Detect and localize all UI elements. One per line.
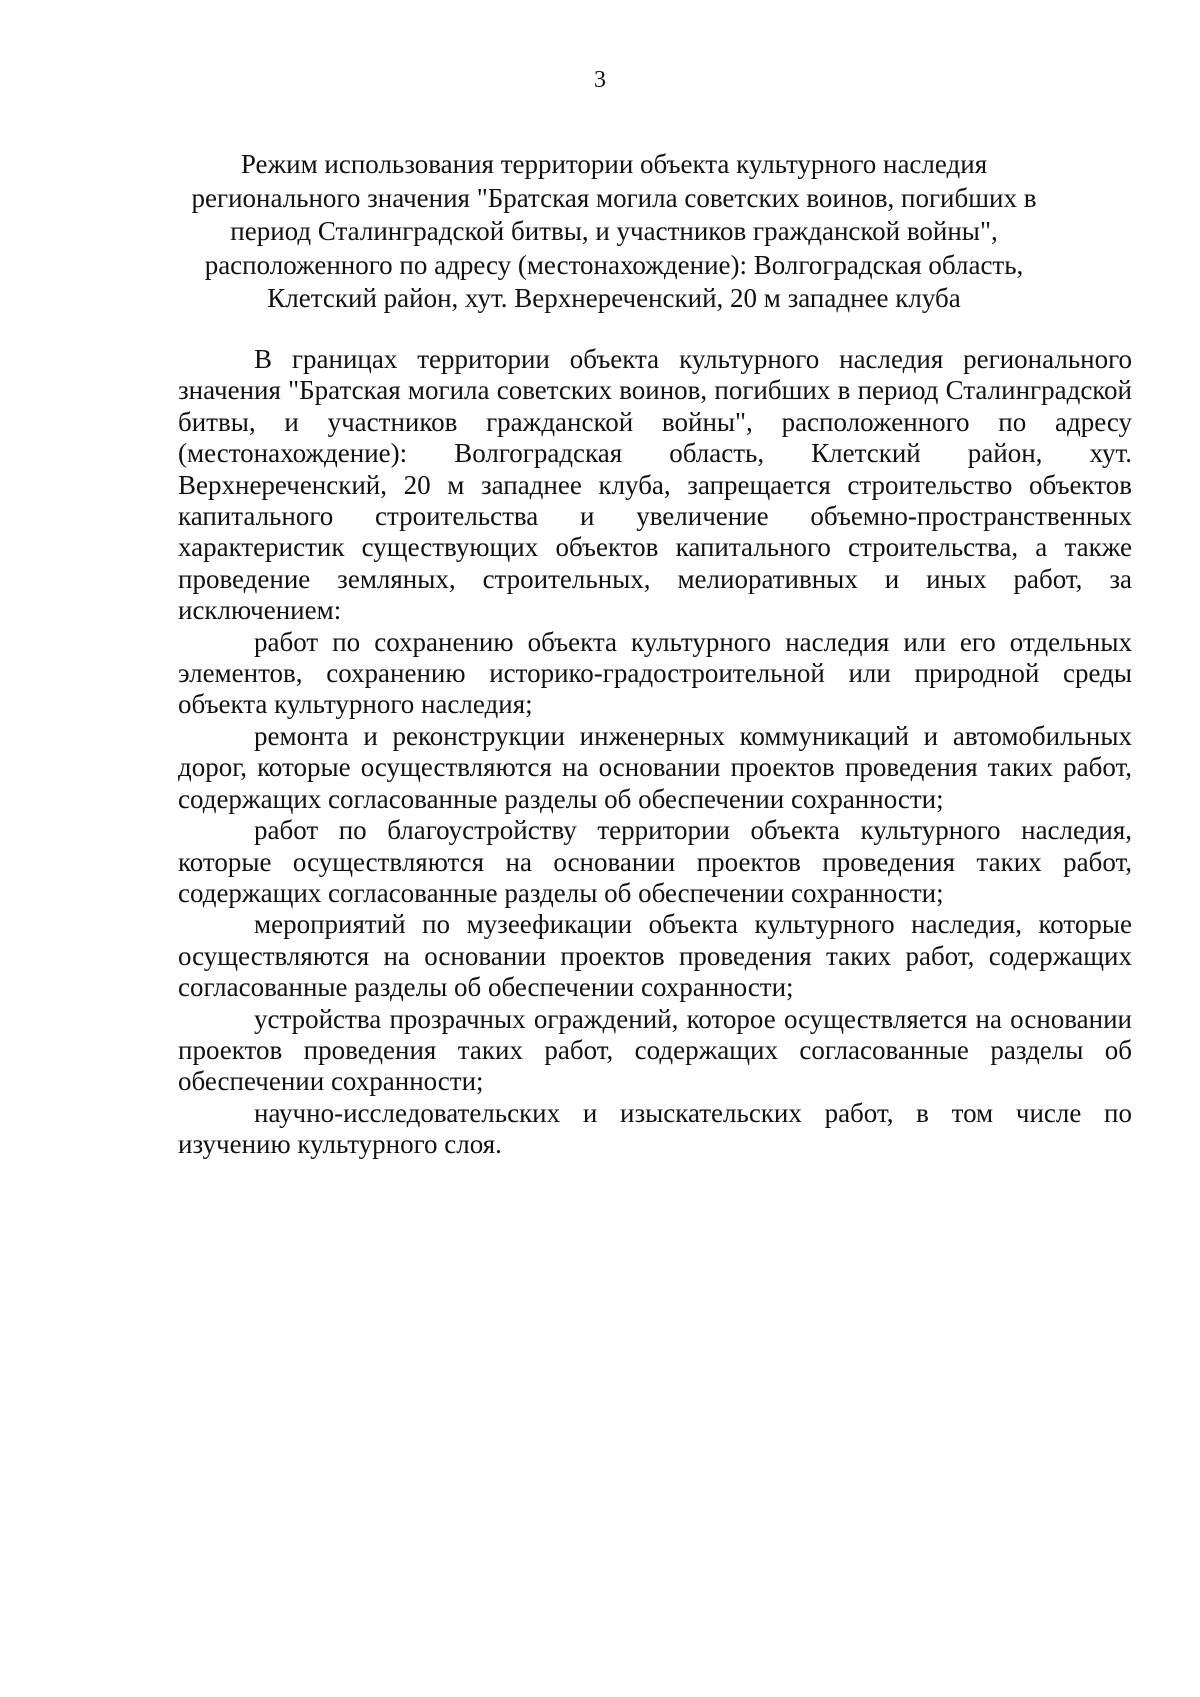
title-line: регионального значения "Братская могила советских воинов, погибших в bbox=[191, 182, 1037, 213]
title-line: период Сталинградской битвы, и участников гражданской войны", bbox=[230, 216, 998, 246]
document-body bbox=[178, 344, 1132, 1161]
exception-item: ремонта и реконструкции инженерных коммуникаций и автомобильных дорог, которые осуществляются на основании проектов проведения таких работ, содержащих согласованные разделы об обеспечении сохранности; bbox=[178, 720, 1132, 814]
title-line: Режим использования территории объекта культурного наследия bbox=[240, 149, 988, 179]
intro-paragraph: В границах территории объекта культурного наследия регионального значения "Братская могила советских воинов, погибших в период Сталинградской битвы, и участников гражданской войны", расположенного по адресу (местонахождение): Волгоградская область, Клетский район, хут. Верхнереченский, 20 м западнее клуба, запрещается строительство объектов капитального строительства и увеличение объемно-пространственных характеристик существующих объектов капитального строительства, а также проведение земляных, строительных, мелиоративных и иных работ, за исключением: bbox=[178, 344, 1132, 626]
exception-item: научно-исследовательских и изыскательских работ, в том числе по изучению культурного слоя. bbox=[178, 1097, 1132, 1160]
document-title bbox=[180, 148, 1048, 316]
title-line: Клетский район, хут. Верхнереченский, 20 м западнее клуба bbox=[267, 283, 961, 313]
title-line: расположенного по адресу (местонахождение): Волгоградская область, bbox=[204, 249, 1024, 280]
exception-item: работ по сохранению объекта культурного наследия или его отдельных элементов, сохранению историко-градостроительной или природной среды объекта культурного наследия; bbox=[178, 626, 1132, 720]
exception-item: устройства прозрачных ограждений, которое осуществляется на основании проектов проведения таких работ, содержащих согласованные разделы об обеспечении сохранности; bbox=[178, 1003, 1132, 1097]
exception-item: мероприятий по музеефикации объекта культурного наследия, которые осуществляются на основании проектов проведения таких работ, содержащих согласованные разделы об обеспечении сохранности; bbox=[178, 909, 1132, 1003]
exception-item: работ по благоустройству территории объекта культурного наследия, которые осуществляются на основании проектов проведения таких работ, содержащих согласованные разделы об обеспечении сохранности; bbox=[178, 815, 1132, 908]
page-number: 3 bbox=[594, 67, 606, 93]
